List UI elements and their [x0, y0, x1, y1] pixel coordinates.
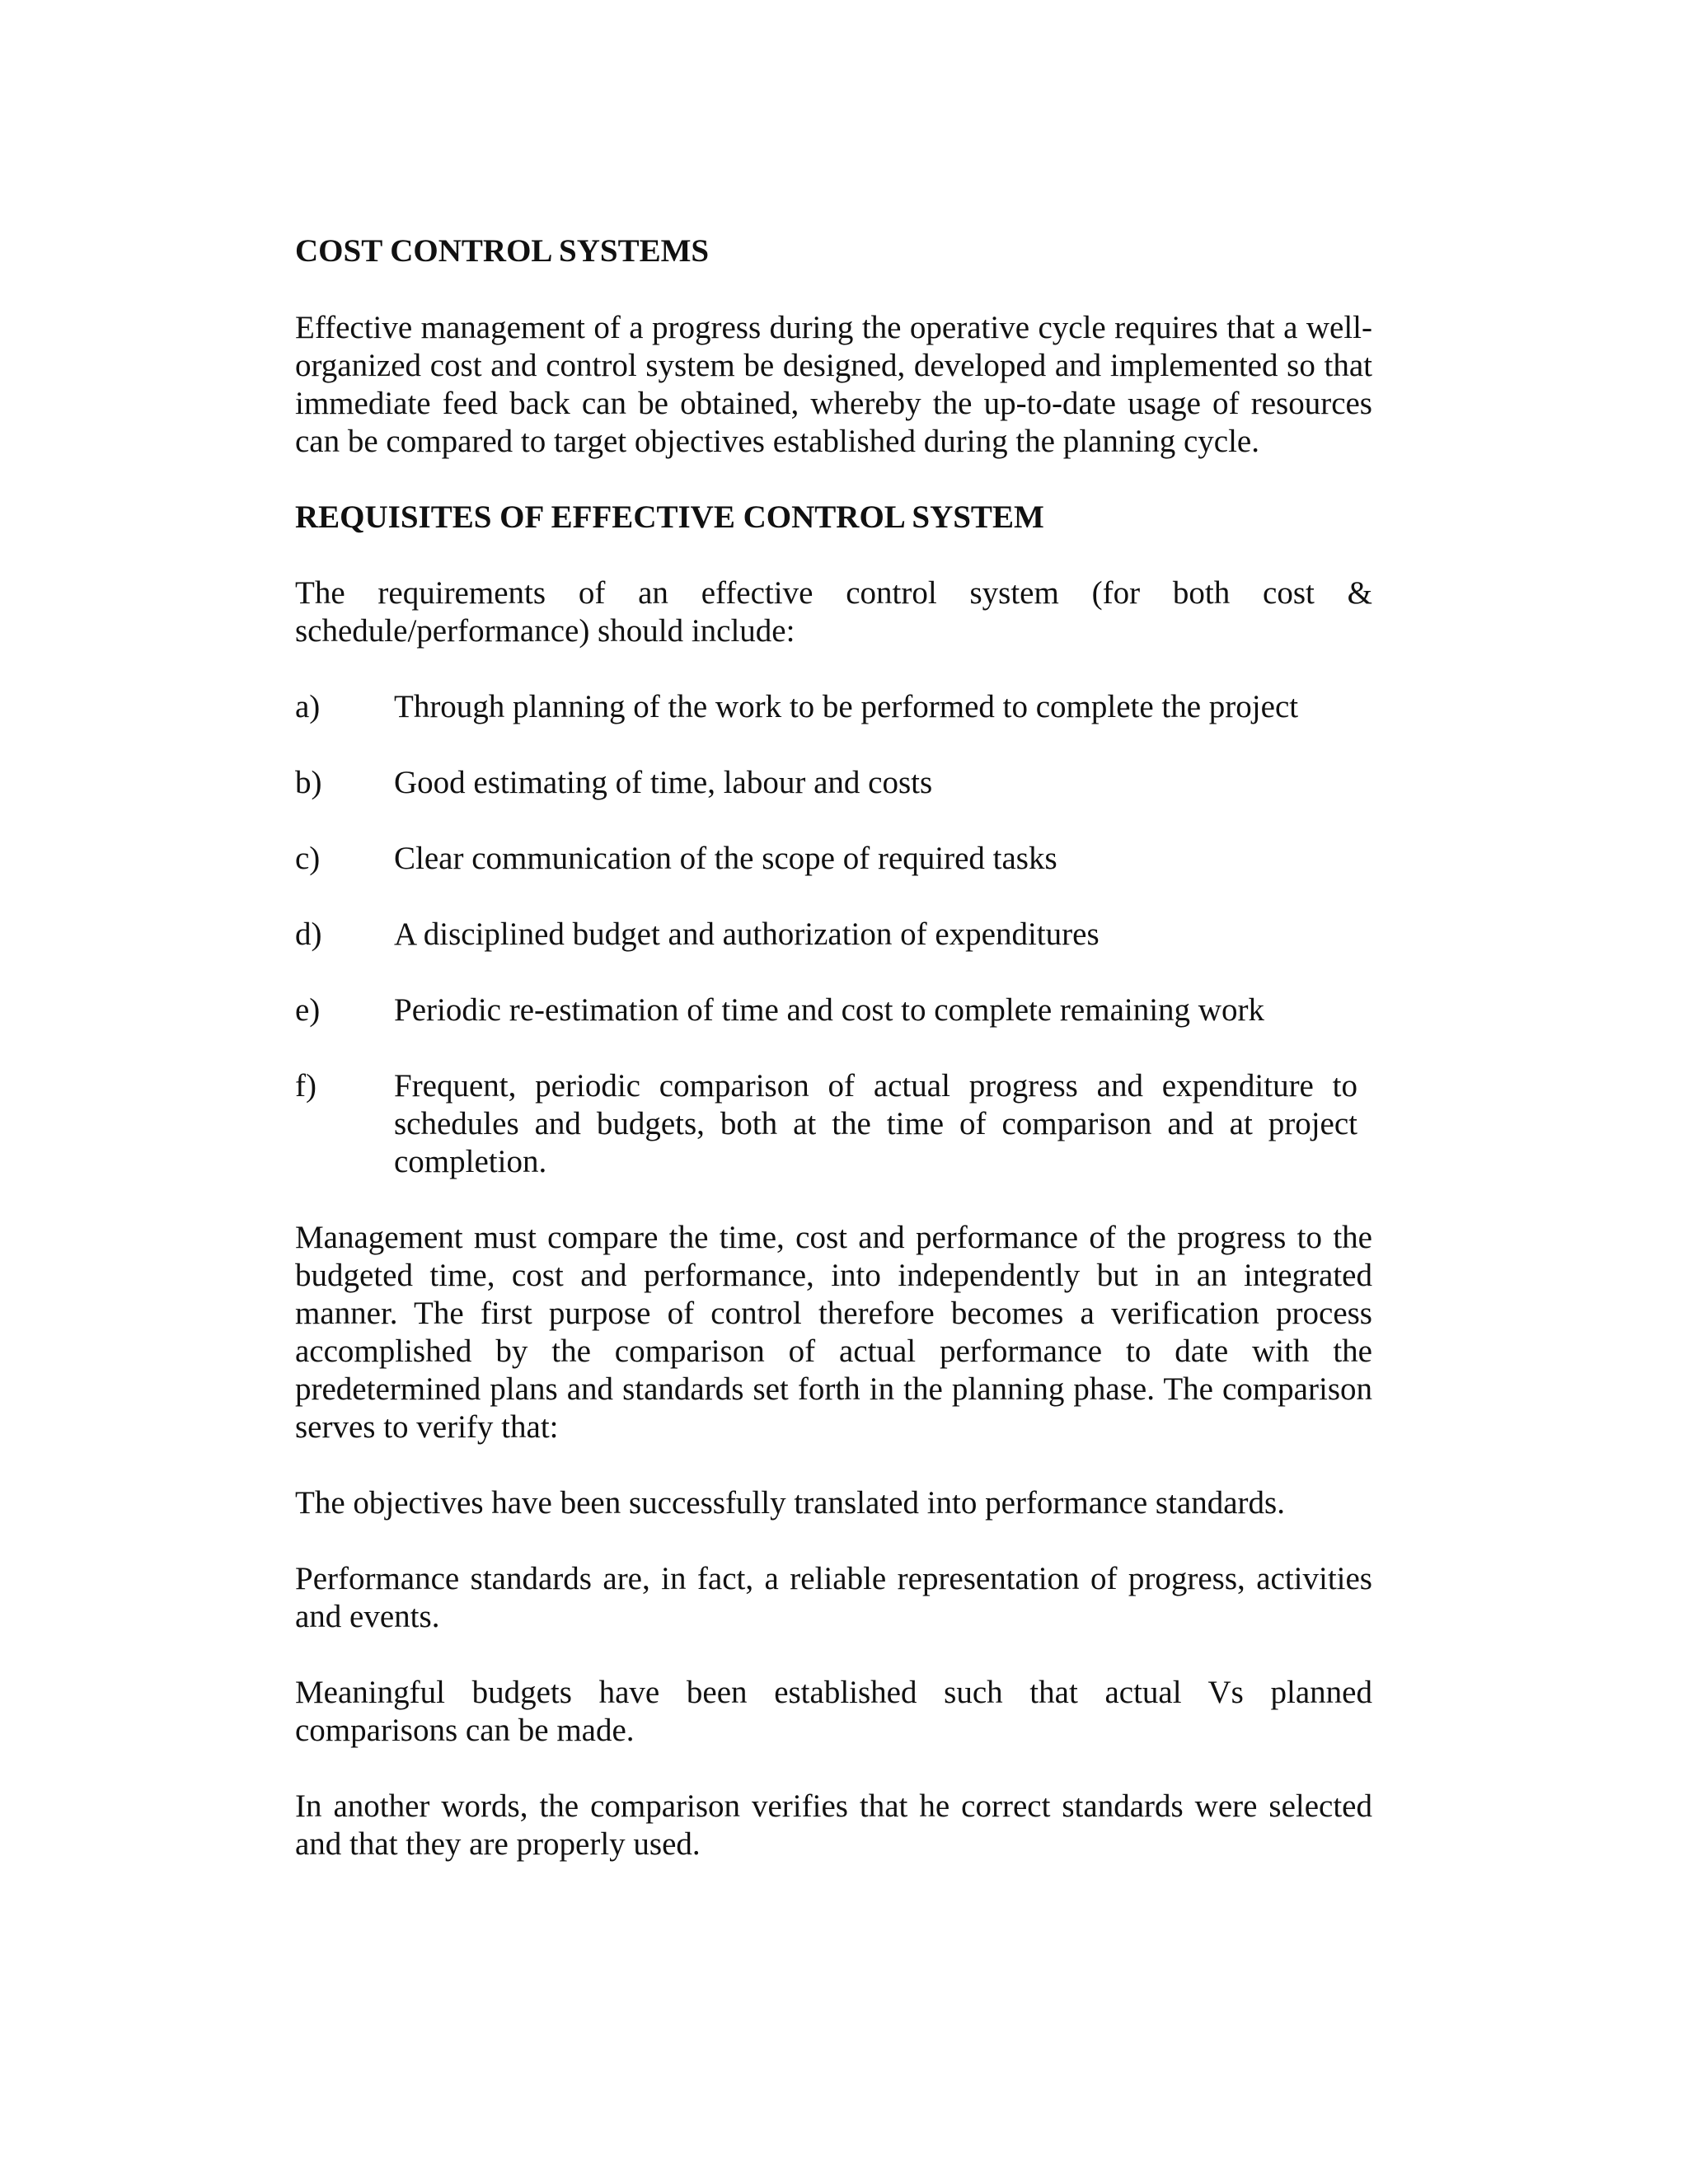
- requirements-intro: The requirements of an effective control system (for both cost & schedule/performance) should include:: [295, 575, 1372, 649]
- list-item: [295, 916, 1372, 954]
- list-item: [295, 1067, 1372, 1181]
- section-heading: REQUISITES OF EFFECTIVE CONTROL SYSTEM: [295, 499, 1044, 535]
- list-item: [295, 840, 1372, 878]
- verify-statement-2: Performance standards are, in fact, a reliable representation of progress, activities and events.: [295, 1561, 1372, 1634]
- management-paragraph: Management must compare the time, cost and performance of the progress to the budgeted time, cost and performance, into independently but in an integrated manner. The first purpose of control therefore becomes a verification process accomplished by the comparison of actual performance to date with the predetermined plans and standards set forth in the planning phase. The comparison serves to verify that:: [295, 1220, 1372, 1445]
- verify-statement-3: Meaningful budgets have been established such that actual Vs planned comparisons can be made.: [295, 1675, 1372, 1748]
- document-page: [295, 232, 1372, 1863]
- list-item-text: Clear communication of the scope of required tasks: [394, 841, 1057, 876]
- requirements-list: [295, 688, 1372, 1181]
- intro-paragraph: Effective management of a progress during the operative cycle requires that a well-organized cost and control system be designed, developed and implemented so that immediate feed back can be obtained, whereby the up-to-date usage of resources can be compared to target objectives established during the planning cycle.: [295, 310, 1372, 459]
- list-item: [295, 688, 1372, 726]
- list-marker: b): [295, 765, 322, 800]
- list-item: [295, 764, 1372, 802]
- list-item-text: Frequent, periodic comparison of actual progress and expenditure to schedules and budgets, both at the time of comparison and at project completion.: [394, 1068, 1357, 1179]
- list-marker: d): [295, 916, 322, 952]
- list-item-text: Through planning of the work to be performed to complete the project: [394, 689, 1299, 724]
- list-item-text: A disciplined budget and authorization of expenditures: [394, 916, 1100, 952]
- list-marker: f): [295, 1068, 316, 1104]
- list-marker: c): [295, 841, 321, 876]
- list-item-text: Good estimating of time, labour and costs: [394, 765, 933, 800]
- conclusion-paragraph: In another words, the comparison verifies that he correct standards were selected and that they are properly used.: [295, 1788, 1372, 1862]
- list-marker: a): [295, 689, 321, 724]
- verify-statement-1: The objectives have been successfully translated into performance standards.: [295, 1485, 1285, 1521]
- list-item-text: Periodic re-estimation of time and cost to complete remaining work: [394, 992, 1264, 1028]
- list-marker: e): [295, 992, 321, 1028]
- page-title: COST CONTROL SYSTEMS: [295, 233, 710, 269]
- list-item: [295, 991, 1372, 1029]
